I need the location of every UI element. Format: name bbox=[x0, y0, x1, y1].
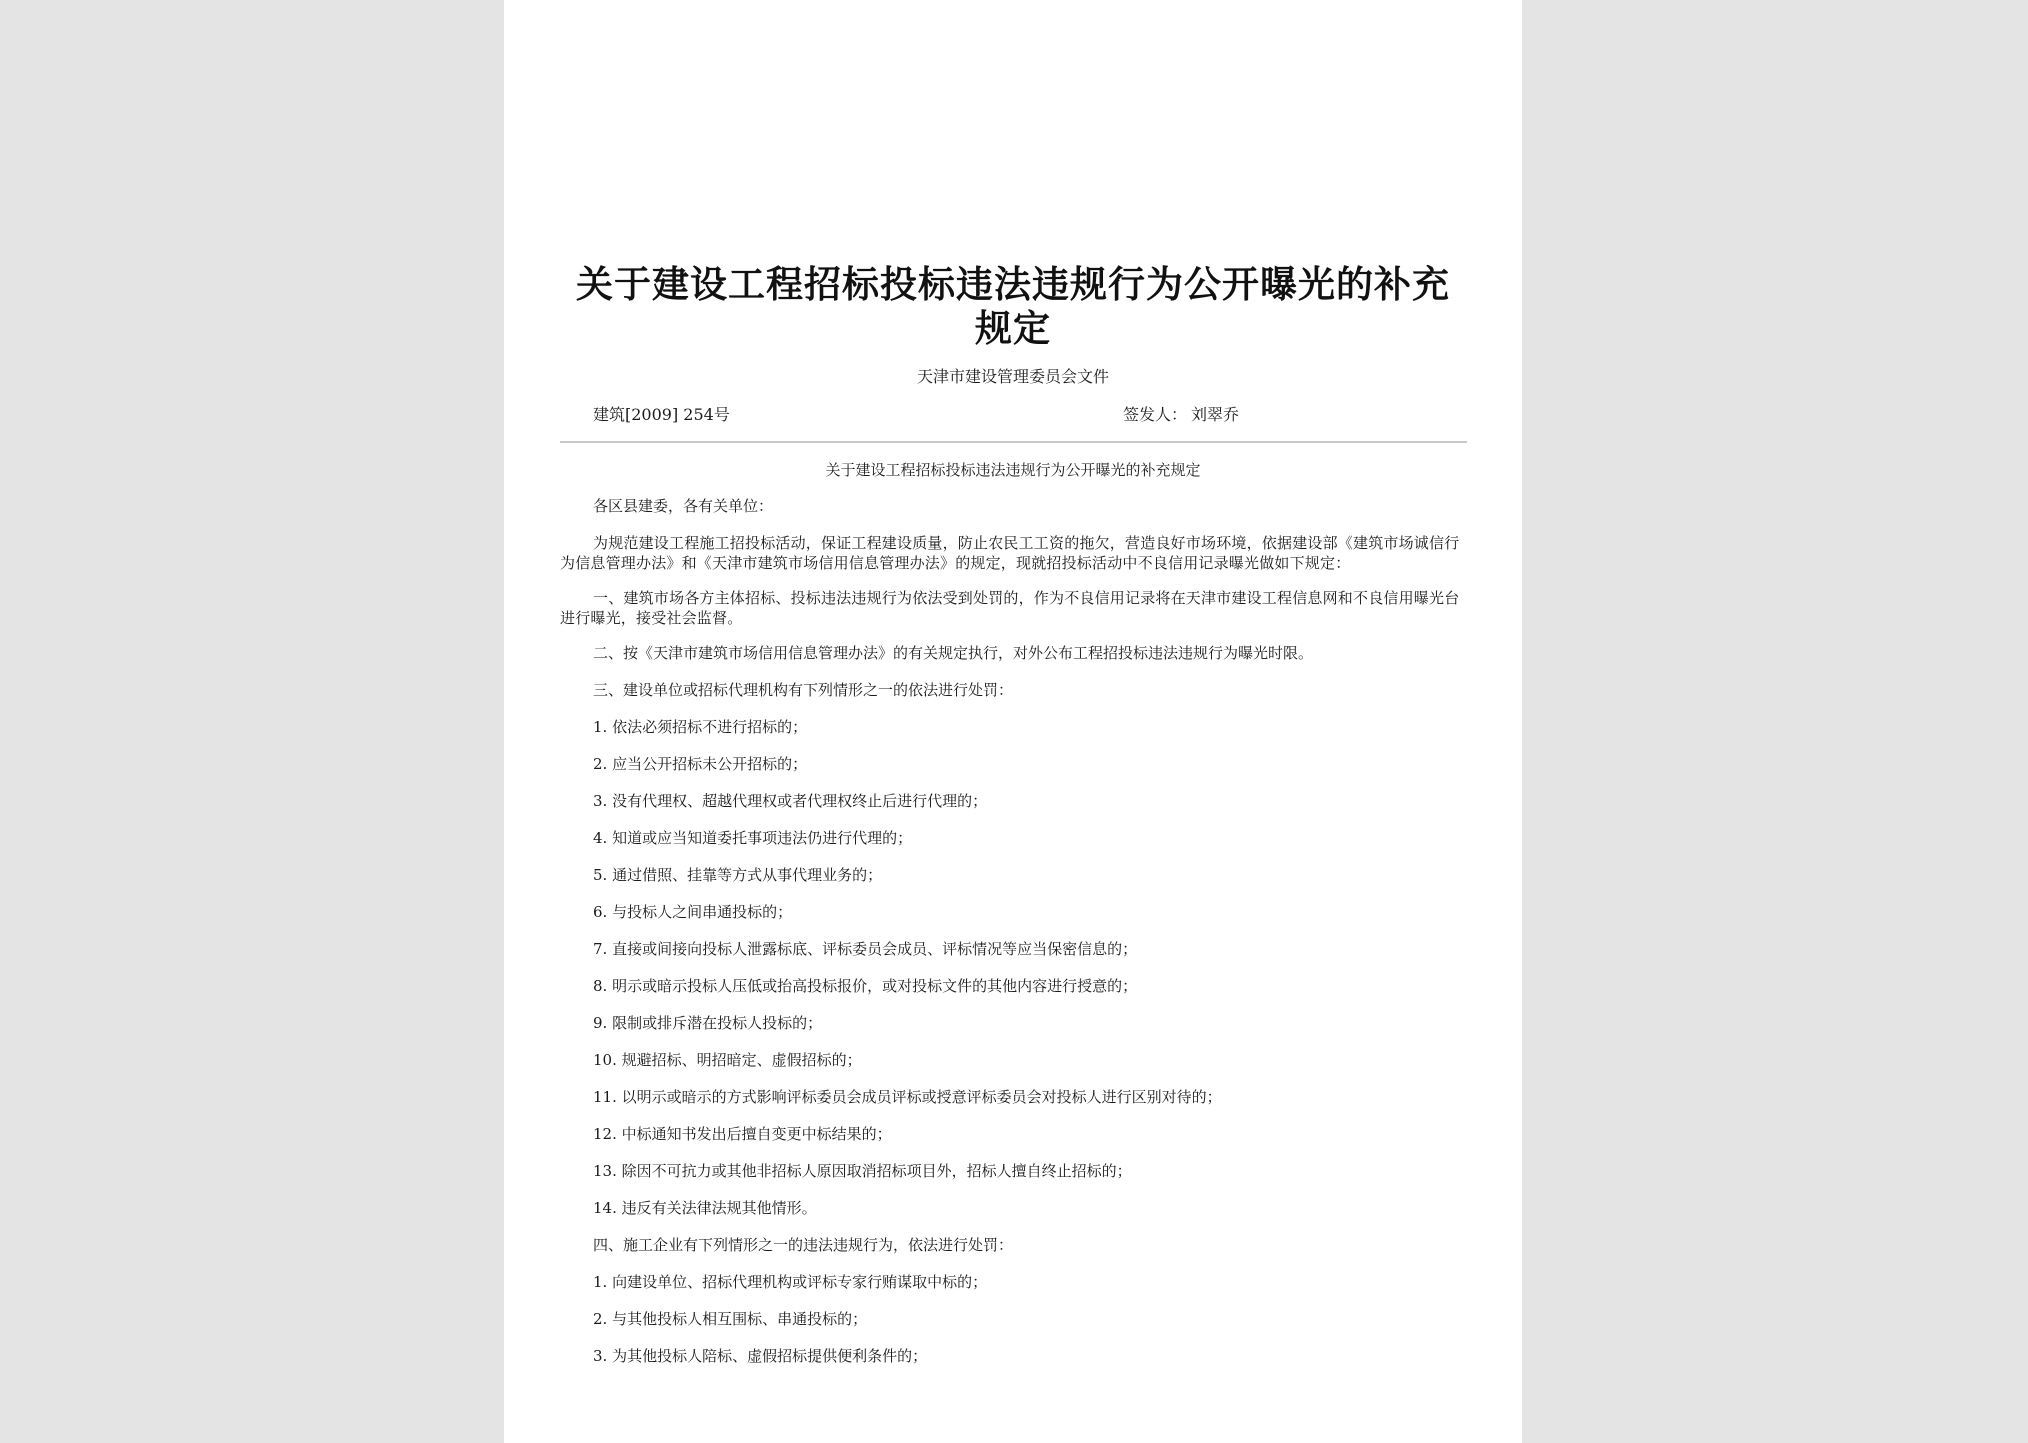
clause-3-item: 9. 限制或排斥潜在投标人投标的； bbox=[593, 1014, 823, 1032]
clause-3-item: 11. 以明示或暗示的方式影响评标委员会成员评标或授意评标委员会对投标人进行区别对待的； bbox=[593, 1088, 1222, 1106]
document-number: 建筑[2009] 254号 bbox=[593, 405, 730, 424]
clause-4-item: 1. 向建设单位、招标代理机构或评标专家行贿谋取中标的； bbox=[593, 1273, 988, 1291]
document-subtitle: 关于建设工程招标投标违法违规行为公开曝光的补充规定 bbox=[825, 461, 1201, 479]
clause-2: 二、按《天津市建筑市场信用信息管理办法》的有关规定执行，对外公布工程招投标违法违规行为曝光时限。 bbox=[593, 644, 1314, 662]
clause-4-item: 2. 与其他投标人相互围标、串通投标的； bbox=[593, 1310, 868, 1328]
clause-3-item: 1. 依法必须招标不进行招标的； bbox=[593, 718, 808, 736]
clause-3-item: 8. 明示或暗示投标人压低或抬高投标报价，或对投标文件的其他内容进行授意的； bbox=[593, 977, 1138, 995]
intro-paragraph: 为规范建设工程施工招投标活动，保证工程建设质量，防止农民工工资的拖欠，营造良好市场环境，依据建设部《建筑市场诚信行为信息管理办法》和《天津市建筑市场信用信息管理办法》的规定，现就招投标活动中不良信用记录曝光做如下规定： bbox=[560, 534, 1460, 572]
clause-3-item: 2. 应当公开招标未公开招标的； bbox=[593, 755, 808, 773]
clause-4: 四、施工企业有下列情形之一的违法违规行为，依法进行处罚： bbox=[593, 1236, 1014, 1254]
clause-4-item: 3. 为其他投标人陪标、虚假招标提供便利条件的； bbox=[593, 1347, 928, 1365]
signatory bbox=[1123, 405, 1239, 425]
document-body bbox=[560, 496, 1467, 1383]
document-page bbox=[504, 0, 1522, 1443]
document-title: 关于建设工程招标投标违法违规行为公开曝光的补充规定 bbox=[576, 262, 1450, 350]
clause-3-item: 12. 中标通知书发出后擅自变更中标结果的； bbox=[593, 1125, 892, 1143]
signatory-name: 刘翠乔 bbox=[1191, 405, 1240, 424]
clause-3-item: 7. 直接或间接向投标人泄露标底、评标委员会成员、评标情况等应当保密信息的； bbox=[593, 940, 1138, 958]
header-divider bbox=[560, 441, 1467, 443]
issuer-line: 天津市建设管理委员会文件 bbox=[916, 367, 1109, 386]
clause-3-item: 4. 知道或应当知道委托事项违法仍进行代理的； bbox=[593, 829, 913, 847]
clause-3-item: 13. 除因不可抗力或其他非招标人原因取消招标项目外，招标人擅自终止招标的； bbox=[593, 1162, 1132, 1180]
clause-3-item: 5. 通过借照、挂靠等方式从事代理业务的； bbox=[593, 866, 883, 884]
clause-3: 三、建设单位或招标代理机构有下列情形之一的依法进行处罚： bbox=[593, 681, 1014, 699]
clause-1: 一、建筑市场各方主体招标、投标违法违规行为依法受到处罚的，作为不良信用记录将在天津市建设工程信息网和不良信用曝光台进行曝光，接受社会监督。 bbox=[560, 589, 1460, 627]
clause-3-item: 6. 与投标人之间串通投标的； bbox=[593, 903, 793, 921]
signatory-label: 签发人： bbox=[1123, 405, 1188, 424]
clause-3-item: 14. 违反有关法律法规其他情形。 bbox=[593, 1199, 817, 1217]
clause-3-item: 10. 规避招标、明招暗定、虚假招标的； bbox=[593, 1051, 862, 1069]
clause-3-item: 3. 没有代理权、超越代理权或者代理权终止后进行代理的； bbox=[593, 792, 988, 810]
salutation: 各区县建委，各有关单位： bbox=[593, 497, 774, 515]
